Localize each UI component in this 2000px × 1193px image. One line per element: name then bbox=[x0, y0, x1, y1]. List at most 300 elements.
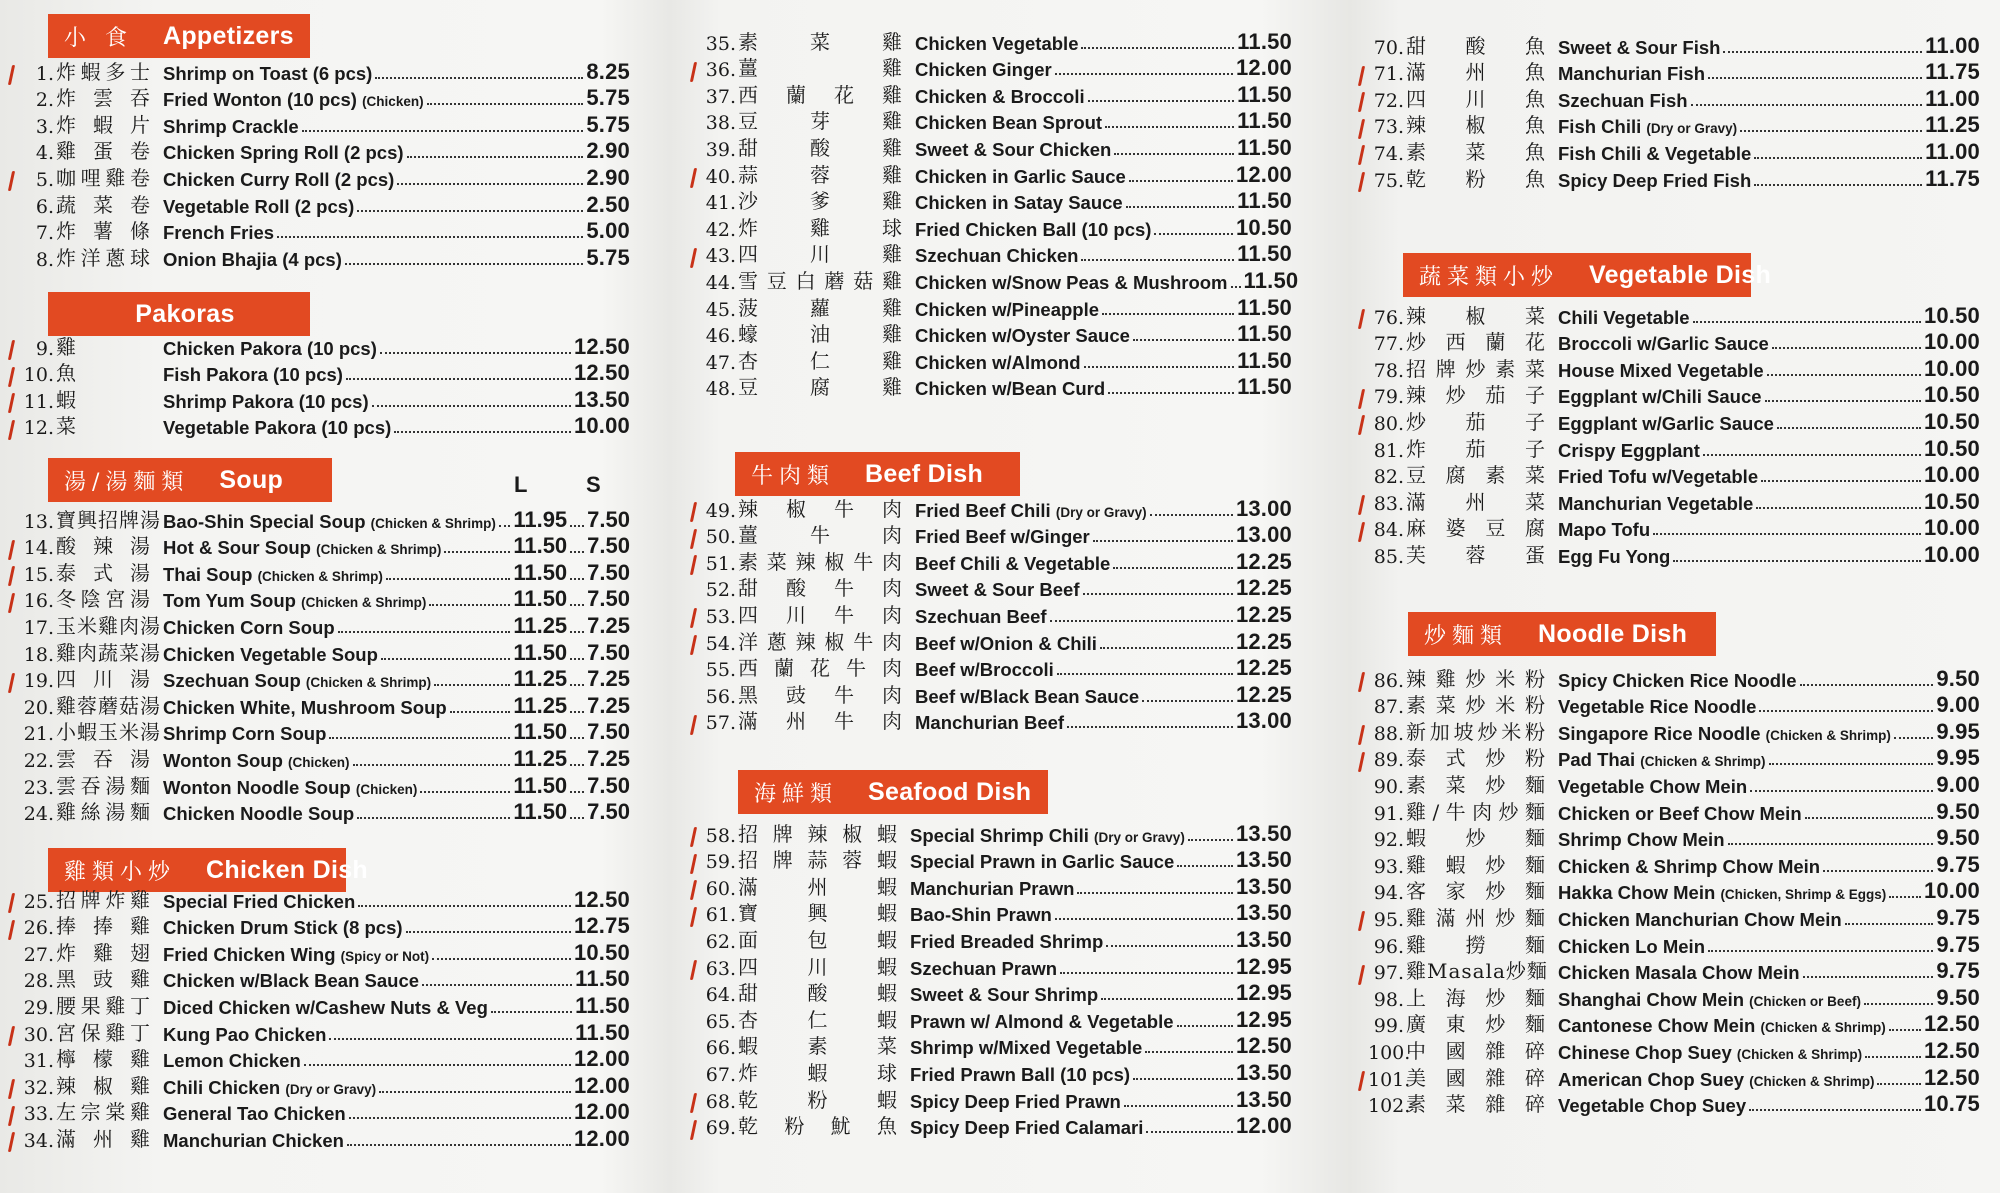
menu-item bbox=[700, 522, 1292, 549]
item-number: 89. bbox=[1373, 749, 1404, 772]
item-number: 10. bbox=[23, 364, 54, 387]
item-name bbox=[1558, 116, 1737, 138]
item-name-text: Manchurian Prawn bbox=[910, 877, 1075, 899]
item-name bbox=[163, 617, 335, 639]
item-number: 7. bbox=[35, 222, 54, 245]
item-number: 35. bbox=[705, 32, 736, 55]
section-title-cn: 海鮮類 bbox=[754, 781, 839, 807]
menu-item bbox=[18, 1019, 630, 1046]
item-chinese-name: 四川牛肉 bbox=[738, 602, 903, 627]
item-price: 2.90 bbox=[586, 138, 630, 164]
dot-leader bbox=[1057, 673, 1233, 675]
item-number: 16. bbox=[23, 590, 54, 613]
menu-item bbox=[18, 111, 630, 138]
item-number: 97. bbox=[1373, 962, 1404, 985]
item-price: 2.50 bbox=[586, 191, 630, 217]
item-price: 13.50 bbox=[1235, 873, 1292, 899]
menu-item bbox=[18, 799, 630, 826]
item-number: 8. bbox=[35, 248, 54, 271]
item-name bbox=[915, 245, 1078, 267]
item-chinese-name: 四川湯 bbox=[56, 667, 151, 692]
item-chinese-name: 雞絲湯麵 bbox=[56, 800, 151, 825]
menu-item bbox=[18, 772, 630, 799]
item-name bbox=[163, 723, 326, 745]
item-chinese-name: 上海炒麵 bbox=[1406, 985, 1546, 1010]
item-price: 9.00 bbox=[1936, 692, 1980, 718]
item-chinese-name: 辣炒茄子 bbox=[1406, 383, 1546, 408]
item-chinese-name: 薑雞 bbox=[738, 56, 903, 81]
item-name bbox=[1558, 440, 1700, 462]
menu-item bbox=[18, 612, 630, 639]
item-price-large: 11.25 bbox=[513, 612, 568, 638]
item-name-text: Chili Vegetable bbox=[1558, 306, 1690, 328]
dot-leader bbox=[353, 764, 511, 766]
item-number: 52. bbox=[705, 579, 736, 602]
item-name-text: Szechuan Prawn bbox=[910, 957, 1058, 979]
dot-leader bbox=[1067, 726, 1233, 728]
item-name bbox=[1558, 519, 1650, 541]
item-name-text: Shrimp Chow Mein bbox=[1558, 829, 1725, 851]
dot-leader bbox=[380, 352, 571, 354]
item-price: 10.50 bbox=[573, 939, 630, 965]
item-number: 15. bbox=[23, 563, 54, 586]
menu-item bbox=[1368, 692, 1980, 719]
item-price-large: 11.50 bbox=[513, 772, 568, 798]
item-name-text: Chicken w/Oyster Sauce bbox=[915, 325, 1130, 347]
item-note: (Chicken & Shrimp) bbox=[370, 515, 496, 531]
item-chinese-name: 寶興蝦 bbox=[738, 901, 898, 926]
item-name bbox=[915, 606, 1047, 628]
menu-item bbox=[18, 386, 630, 413]
item-price: 10.00 bbox=[1923, 878, 1980, 904]
item-chinese-name: 菜 bbox=[56, 414, 77, 439]
item-chinese-name: 素菜辣椒牛肉 bbox=[738, 549, 903, 574]
item-note: (Spicy or Not) bbox=[340, 948, 430, 964]
item-price: 12.50 bbox=[1235, 1033, 1292, 1059]
menu-item bbox=[18, 533, 630, 560]
soup-small-label: S bbox=[586, 472, 601, 497]
dot-leader bbox=[1703, 454, 1921, 456]
item-price: 9.50 bbox=[1936, 665, 1980, 691]
section-header-pakoras bbox=[48, 292, 310, 336]
dot-leader bbox=[349, 1117, 571, 1119]
menu-item bbox=[700, 1006, 1292, 1033]
item-chinese-name: 辣雞炒米粉 bbox=[1406, 666, 1546, 691]
spicy-mark-icon bbox=[690, 827, 697, 847]
menu-item bbox=[18, 745, 630, 772]
item-name bbox=[910, 1037, 1142, 1059]
item-price: 10.50 bbox=[1923, 408, 1980, 434]
section-title-en: Beef Dish bbox=[865, 459, 984, 488]
dot-leader bbox=[570, 684, 584, 686]
menu-item bbox=[700, 953, 1292, 980]
item-chinese-name: 炸蝦多士 bbox=[56, 59, 151, 84]
item-name-text: Chicken in Garlic Sauce bbox=[915, 165, 1126, 187]
item-price-small: 7.50 bbox=[587, 506, 630, 532]
item-number: 53. bbox=[705, 605, 736, 628]
item-name bbox=[1558, 360, 1764, 382]
dot-leader bbox=[1081, 47, 1234, 49]
item-number: 94. bbox=[1373, 882, 1404, 905]
item-name-text: French Fries bbox=[163, 222, 275, 244]
menu-item bbox=[700, 495, 1292, 522]
item-name bbox=[163, 417, 391, 439]
dot-leader bbox=[329, 737, 510, 739]
section-seafood-part1 bbox=[700, 820, 1292, 1139]
item-name-text: Chicken White, Mushroom Soup bbox=[163, 696, 447, 718]
item-price: 12.00 bbox=[573, 1072, 630, 1098]
item-number: 73. bbox=[1373, 116, 1404, 139]
item-name-text: Egg Fu Yong bbox=[1558, 545, 1671, 567]
menu-item bbox=[700, 655, 1292, 682]
item-name-text: Chicken Pakora (10 pcs) bbox=[163, 337, 377, 359]
item-note: (Chicken & Shrimp) bbox=[1736, 1046, 1863, 1062]
item-name-text: Spicy Deep Fried Prawn bbox=[910, 1090, 1121, 1112]
section-appetizers bbox=[18, 58, 630, 271]
item-price: 9.50 bbox=[1936, 984, 1980, 1010]
item-price: 12.50 bbox=[573, 360, 630, 386]
item-number: 11. bbox=[23, 390, 54, 413]
spicy-mark-icon bbox=[1358, 965, 1365, 985]
dot-leader bbox=[1723, 51, 1922, 53]
section-noodle bbox=[1368, 665, 1980, 1117]
menu-item bbox=[1368, 138, 1980, 165]
item-name-text: Eggplant w/Chili Sauce bbox=[1558, 386, 1762, 408]
menu-item bbox=[18, 85, 630, 112]
dot-leader bbox=[1653, 533, 1921, 535]
section-title-en: Chicken Dish bbox=[206, 855, 368, 884]
spicy-mark-icon bbox=[8, 367, 15, 387]
item-note: (Chicken & Shrimp) bbox=[1765, 727, 1891, 743]
item-number: 48. bbox=[705, 378, 736, 401]
dot-leader bbox=[329, 1038, 572, 1040]
item-number: 56. bbox=[705, 685, 736, 708]
item-number: 81. bbox=[1373, 439, 1404, 462]
item-chinese-name: 炸茄子 bbox=[1406, 436, 1546, 461]
menu-item bbox=[700, 374, 1292, 401]
dot-leader bbox=[1113, 567, 1233, 569]
item-number: 14. bbox=[23, 537, 54, 560]
item-chinese-name: 豆芽雞 bbox=[738, 109, 903, 134]
item-number: 79. bbox=[1373, 386, 1404, 409]
spicy-mark-icon bbox=[1358, 495, 1365, 515]
item-chinese-name: 乾粉魷魚 bbox=[738, 1114, 898, 1139]
dot-leader bbox=[427, 103, 584, 105]
item-number: 13. bbox=[23, 510, 54, 533]
menu-item bbox=[18, 966, 630, 993]
spicy-mark-icon bbox=[690, 502, 697, 522]
item-name bbox=[163, 1050, 301, 1072]
item-name-text: Chicken Bean Sprout bbox=[915, 112, 1103, 134]
item-name-text: Sweet & Sour Beef bbox=[915, 579, 1080, 601]
dot-leader bbox=[1083, 593, 1233, 595]
section-header-seafood bbox=[738, 770, 1048, 814]
item-name bbox=[1558, 856, 1820, 878]
menu-item bbox=[700, 1033, 1292, 1060]
menu-item bbox=[18, 886, 630, 913]
menu-item bbox=[18, 333, 630, 360]
item-chinese-name: 四川魚 bbox=[1406, 86, 1546, 111]
item-price: 10.50 bbox=[1923, 382, 1980, 408]
item-number: 101. bbox=[1368, 1068, 1411, 1091]
dot-leader bbox=[499, 525, 510, 527]
item-price: 13.00 bbox=[1235, 522, 1292, 548]
spicy-mark-icon bbox=[8, 1026, 15, 1046]
item-price: 11.50 bbox=[575, 992, 630, 1018]
menu-item bbox=[700, 926, 1292, 953]
menu-item bbox=[18, 1072, 630, 1099]
item-name bbox=[163, 970, 419, 992]
item-name bbox=[915, 33, 1078, 55]
item-price: 12.00 bbox=[573, 1046, 630, 1072]
item-name bbox=[163, 1130, 344, 1152]
section-chicken-part2 bbox=[700, 28, 1299, 401]
spicy-mark-icon bbox=[690, 635, 697, 655]
dot-leader bbox=[1154, 233, 1232, 235]
spicy-mark-icon bbox=[1358, 309, 1365, 329]
menu-item bbox=[18, 639, 630, 666]
dot-leader bbox=[1759, 710, 1933, 712]
item-name-text: Chicken w/Pineapple bbox=[915, 298, 1100, 320]
menu-item bbox=[18, 692, 630, 719]
item-chinese-name: 泰式炒粉 bbox=[1406, 746, 1546, 771]
item-name-text: Chicken w/Bean Curd bbox=[915, 378, 1106, 400]
dot-leader bbox=[1749, 1109, 1921, 1111]
item-number: 6. bbox=[35, 195, 54, 218]
item-chinese-name: 寶興招牌湯 bbox=[56, 507, 161, 532]
dot-leader bbox=[1894, 737, 1933, 739]
section-soup bbox=[18, 506, 630, 825]
item-price: 12.95 bbox=[1235, 1006, 1292, 1032]
item-name-text: Spicy Deep Fried Calamari bbox=[910, 1117, 1144, 1139]
item-chinese-name: 蠔油雞 bbox=[738, 322, 903, 347]
menu-item bbox=[1368, 435, 1980, 462]
item-price: 12.50 bbox=[1923, 1064, 1980, 1090]
menu-item bbox=[700, 28, 1292, 55]
item-name bbox=[915, 659, 1054, 681]
dot-leader bbox=[1133, 1078, 1233, 1080]
item-chinese-name: 雞/牛肉炒麵 bbox=[1406, 799, 1546, 824]
item-name bbox=[915, 712, 1064, 734]
item-price-small: 7.50 bbox=[587, 799, 630, 825]
menu-item bbox=[700, 321, 1292, 348]
item-chinese-name: 腰果雞丁 bbox=[56, 993, 151, 1018]
item-number: 32. bbox=[23, 1076, 54, 1099]
menu-item bbox=[1368, 1037, 1980, 1064]
item-number: 70. bbox=[1373, 36, 1404, 59]
item-name-text: Eggplant w/Garlic Sauce bbox=[1558, 412, 1774, 434]
item-name-text: Chicken w/Black Bean Sauce bbox=[163, 970, 420, 992]
item-number: 83. bbox=[1373, 492, 1404, 515]
dot-leader bbox=[1102, 313, 1234, 315]
spicy-mark-icon bbox=[8, 1106, 15, 1126]
dot-leader bbox=[381, 658, 510, 660]
menu-item bbox=[1368, 382, 1980, 409]
dot-leader bbox=[1777, 427, 1921, 429]
dot-leader bbox=[345, 263, 584, 265]
item-note: (Chicken & Shrimp) bbox=[305, 675, 432, 691]
item-name bbox=[1558, 776, 1747, 798]
item-price: 13.00 bbox=[1235, 495, 1292, 521]
dot-leader bbox=[277, 236, 583, 238]
item-name-text: Sweet & Sour Fish bbox=[1558, 36, 1721, 58]
dot-leader bbox=[570, 631, 584, 633]
item-name-text: Hakka Chow Mein bbox=[1558, 882, 1716, 904]
item-name bbox=[163, 590, 426, 612]
item-price: 10.00 bbox=[1923, 541, 1980, 567]
item-name bbox=[1558, 1042, 1862, 1064]
item-name bbox=[1558, 936, 1705, 958]
item-chinese-name: 炒茄子 bbox=[1406, 409, 1546, 434]
spicy-mark-icon bbox=[1358, 145, 1365, 165]
item-chinese-name: 辣椒菜 bbox=[1406, 303, 1546, 328]
item-price: 9.75 bbox=[1936, 904, 1980, 930]
menu-item bbox=[18, 559, 630, 586]
section-header-appetizers bbox=[48, 14, 310, 58]
spicy-mark-icon bbox=[8, 393, 15, 413]
item-number: 67. bbox=[705, 1063, 736, 1086]
item-number: 63. bbox=[705, 957, 736, 980]
item-number: 9. bbox=[35, 337, 54, 360]
item-name-text: Fried Beef Chili bbox=[915, 499, 1051, 521]
menu-item bbox=[1368, 931, 1980, 958]
item-price: 10.00 bbox=[1923, 515, 1980, 541]
item-number: 62. bbox=[705, 930, 736, 953]
menu-item bbox=[700, 81, 1292, 108]
item-name-text: Vegetable Chop Suey bbox=[1558, 1095, 1747, 1117]
menu-item bbox=[1368, 851, 1980, 878]
item-name bbox=[1558, 413, 1774, 435]
dot-leader bbox=[386, 578, 511, 580]
section-header-soup bbox=[48, 458, 332, 502]
item-name bbox=[1558, 493, 1753, 515]
spicy-mark-icon bbox=[8, 540, 15, 560]
item-name bbox=[915, 59, 1052, 81]
item-chinese-name: 雞Masala炒麵 bbox=[1406, 959, 1548, 984]
item-price-small: 7.25 bbox=[587, 692, 630, 718]
item-name bbox=[163, 391, 369, 413]
dot-leader bbox=[434, 684, 510, 686]
menu-item bbox=[1368, 984, 1980, 1011]
item-name-text: Chicken Vegetable bbox=[915, 32, 1079, 54]
spicy-mark-icon bbox=[1358, 119, 1365, 139]
item-chinese-name: 乾粉蝦 bbox=[738, 1087, 898, 1112]
item-name bbox=[910, 878, 1074, 900]
spicy-mark-icon bbox=[8, 593, 15, 613]
item-number: 43. bbox=[705, 245, 736, 268]
menu-item bbox=[1368, 112, 1980, 139]
item-name bbox=[163, 997, 488, 1019]
dot-leader bbox=[429, 604, 510, 606]
item-chinese-name: 豆腐素菜 bbox=[1406, 463, 1546, 488]
menu-item bbox=[1368, 958, 1980, 985]
item-number: 91. bbox=[1373, 802, 1404, 825]
item-price: 11.50 bbox=[1237, 347, 1292, 373]
item-number: 33. bbox=[23, 1103, 54, 1126]
item-name bbox=[163, 537, 441, 559]
item-price: 12.50 bbox=[573, 333, 630, 359]
spicy-mark-icon bbox=[690, 715, 697, 735]
dot-leader bbox=[1145, 1051, 1233, 1053]
item-name bbox=[915, 500, 1147, 522]
item-name bbox=[163, 511, 496, 533]
item-name-text: Diced Chicken w/Cashew Nuts & Veg bbox=[163, 996, 488, 1018]
item-chinese-name: 雞滿州炒麵 bbox=[1406, 905, 1546, 930]
item-name bbox=[163, 803, 354, 825]
dot-leader bbox=[1800, 684, 1934, 686]
menu-item bbox=[18, 586, 630, 613]
item-name bbox=[910, 1064, 1130, 1086]
item-price: 13.00 bbox=[1235, 708, 1292, 734]
item-chinese-name: 辣椒魚 bbox=[1406, 113, 1546, 138]
dot-leader bbox=[1673, 560, 1921, 562]
item-name bbox=[163, 142, 404, 164]
spicy-mark-icon bbox=[1358, 911, 1365, 931]
spicy-mark-icon bbox=[690, 880, 697, 900]
item-number: 44. bbox=[705, 271, 736, 294]
item-name bbox=[163, 249, 342, 271]
item-name bbox=[1558, 1095, 1746, 1117]
item-number: 68. bbox=[705, 1090, 736, 1113]
menu-item bbox=[700, 134, 1292, 161]
item-note: (Chicken) bbox=[362, 94, 424, 110]
dot-leader bbox=[338, 631, 511, 633]
item-number: 55. bbox=[705, 659, 736, 682]
item-name-text: Fried Chicken Wing bbox=[163, 943, 336, 965]
item-name-text: Mapo Tofu bbox=[1558, 519, 1651, 541]
dot-leader bbox=[1050, 620, 1233, 622]
dot-leader bbox=[1188, 839, 1233, 841]
item-name bbox=[1558, 90, 1688, 112]
dot-leader bbox=[1708, 77, 1922, 79]
item-price: 10.50 bbox=[1923, 488, 1980, 514]
dot-leader bbox=[1754, 184, 1922, 186]
spicy-mark-icon bbox=[8, 893, 15, 913]
item-chinese-name: 面包蝦 bbox=[738, 927, 898, 952]
item-chinese-name: 左宗棠雞 bbox=[56, 1100, 151, 1125]
item-chinese-name: 甜酸雞 bbox=[738, 135, 903, 160]
dot-leader bbox=[1106, 945, 1233, 947]
dot-leader bbox=[1767, 374, 1921, 376]
menu-item bbox=[1368, 745, 1980, 772]
menu-item bbox=[700, 873, 1292, 900]
item-price: 9.75 bbox=[1936, 931, 1980, 957]
item-price-small: 7.25 bbox=[587, 612, 630, 638]
menu-item bbox=[700, 188, 1292, 215]
dot-leader bbox=[1864, 1003, 1933, 1005]
item-name-text: Chicken & Broccoli bbox=[915, 85, 1085, 107]
spicy-mark-icon bbox=[8, 65, 15, 85]
item-price: 13.50 bbox=[1235, 1059, 1292, 1085]
spicy-mark-icon bbox=[1358, 1071, 1365, 1091]
item-name bbox=[163, 917, 403, 939]
item-price: 10.50 bbox=[1923, 302, 1980, 328]
section-beef bbox=[700, 495, 1292, 734]
item-price: 11.00 bbox=[1925, 138, 1980, 164]
item-chinese-name: 廣東炒麵 bbox=[1406, 1012, 1546, 1037]
item-chinese-name: 雪豆白蘑菇雞 bbox=[738, 268, 903, 293]
spicy-mark-icon bbox=[8, 920, 15, 940]
dot-leader bbox=[375, 77, 583, 79]
item-price-large: 11.95 bbox=[513, 506, 568, 532]
menu-item bbox=[1368, 488, 1980, 515]
dot-leader bbox=[358, 905, 571, 907]
item-name-text: Chicken Drum Stick (8 pcs) bbox=[163, 917, 403, 939]
menu-item bbox=[700, 548, 1292, 575]
item-note: (Chicken & Shrimp) bbox=[257, 568, 383, 584]
item-number: 74. bbox=[1373, 142, 1404, 165]
item-number: 12. bbox=[23, 417, 54, 440]
